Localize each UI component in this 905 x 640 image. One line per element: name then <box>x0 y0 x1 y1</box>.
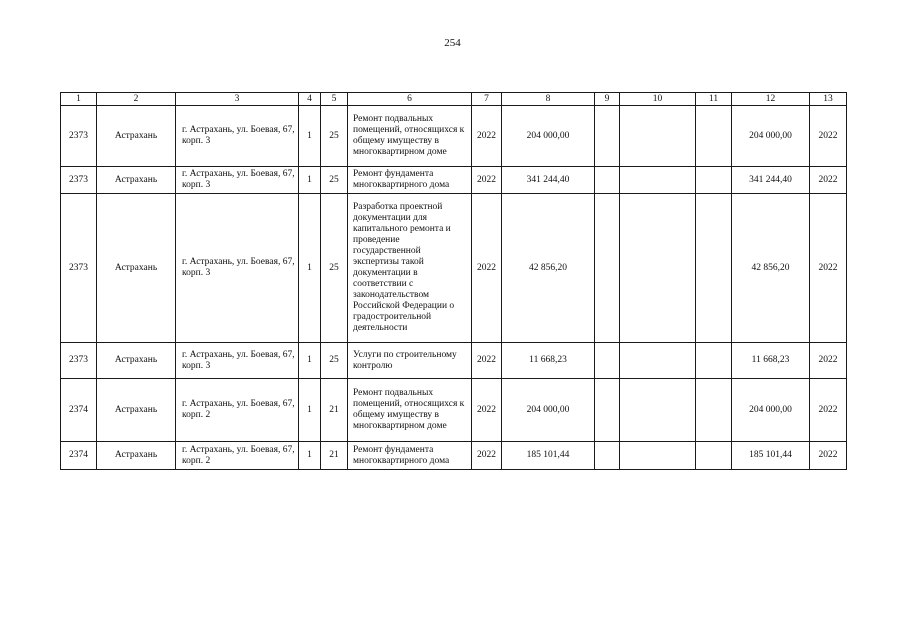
cell-col-4: 1 <box>299 343 321 379</box>
cell-work-type: Ремонт подвальных помещений, относящихся к общему имуществу в многоквартирном доме <box>348 379 472 442</box>
table-row <box>61 167 847 194</box>
cell-registry-number: 2373 <box>61 194 97 343</box>
header-cell-col-12: 12 <box>732 93 810 106</box>
header-cell-col-4: 4 <box>299 93 321 106</box>
cell-address: г. Астрахань, ул. Боевая, 67, корп. 3 <box>176 167 299 194</box>
cell-year: 2022 <box>472 194 502 343</box>
cell-completion-year: 2022 <box>810 106 847 167</box>
cell-address: г. Астрахань, ул. Боевая, 67, корп. 2 <box>176 442 299 470</box>
cell-registry-number: 2373 <box>61 167 97 194</box>
cell-work-type: Услуги по строительному контролю <box>348 343 472 379</box>
cell-col-10 <box>620 442 696 470</box>
cell-col-5: 25 <box>321 194 348 343</box>
cell-municipality: Астрахань <box>97 343 176 379</box>
cell-col-9 <box>595 442 620 470</box>
repair-registry-table <box>60 92 847 470</box>
cell-fund-cost: 204 000,00 <box>732 106 810 167</box>
cell-col-10 <box>620 167 696 194</box>
cell-fund-cost: 341 244,40 <box>732 167 810 194</box>
cell-col-4: 1 <box>299 194 321 343</box>
cell-completion-year: 2022 <box>810 379 847 442</box>
header-cell-col-7: 7 <box>472 93 502 106</box>
cell-work-type: Ремонт фундамента многоквартирного дома <box>348 167 472 194</box>
cell-year: 2022 <box>472 442 502 470</box>
header-cell-col-8: 8 <box>502 93 595 106</box>
cell-address: г. Астрахань, ул. Боевая, 67, корп. 3 <box>176 194 299 343</box>
cell-municipality: Астрахань <box>97 194 176 343</box>
cell-col-5: 21 <box>321 379 348 442</box>
cell-registry-number: 2374 <box>61 379 97 442</box>
cell-col-11 <box>696 442 732 470</box>
cell-work-type: Ремонт подвальных помещений, относящихся к общему имуществу в многоквартирном доме <box>348 106 472 167</box>
cell-total-cost: 185 101,44 <box>502 442 595 470</box>
cell-total-cost: 11 668,23 <box>502 343 595 379</box>
cell-col-9 <box>595 379 620 442</box>
header-cell-col-13: 13 <box>810 93 847 106</box>
table-row <box>61 106 847 167</box>
cell-year: 2022 <box>472 106 502 167</box>
cell-col-5: 25 <box>321 106 348 167</box>
cell-address: г. Астрахань, ул. Боевая, 67, корп. 3 <box>176 106 299 167</box>
cell-col-11 <box>696 167 732 194</box>
cell-col-4: 1 <box>299 106 321 167</box>
cell-completion-year: 2022 <box>810 194 847 343</box>
cell-col-10 <box>620 343 696 379</box>
cell-registry-number: 2373 <box>61 106 97 167</box>
table-row <box>61 379 847 442</box>
cell-total-cost: 341 244,40 <box>502 167 595 194</box>
cell-col-10 <box>620 194 696 343</box>
header-cell-col-10: 10 <box>620 93 696 106</box>
cell-col-4: 1 <box>299 167 321 194</box>
cell-fund-cost: 185 101,44 <box>732 442 810 470</box>
cell-col-4: 1 <box>299 379 321 442</box>
cell-col-11 <box>696 106 732 167</box>
header-cell-col-9: 9 <box>595 93 620 106</box>
table-row <box>61 343 847 379</box>
cell-col-9 <box>595 167 620 194</box>
cell-col-5: 25 <box>321 167 348 194</box>
cell-total-cost: 42 856,20 <box>502 194 595 343</box>
cell-address: г. Астрахань, ул. Боевая, 67, корп. 3 <box>176 343 299 379</box>
cell-col-9 <box>595 194 620 343</box>
cell-municipality: Астрахань <box>97 442 176 470</box>
cell-fund-cost: 42 856,20 <box>732 194 810 343</box>
header-cell-col-6: 6 <box>348 93 472 106</box>
cell-total-cost: 204 000,00 <box>502 106 595 167</box>
cell-col-9 <box>595 106 620 167</box>
cell-municipality: Астрахань <box>97 167 176 194</box>
cell-col-5: 21 <box>321 442 348 470</box>
cell-year: 2022 <box>472 343 502 379</box>
table-row <box>61 442 847 470</box>
table-row <box>61 194 847 343</box>
cell-year: 2022 <box>472 167 502 194</box>
header-cell-col-5: 5 <box>321 93 348 106</box>
cell-fund-cost: 204 000,00 <box>732 379 810 442</box>
cell-total-cost: 204 000,00 <box>502 379 595 442</box>
header-row <box>61 93 847 106</box>
cell-municipality: Астрахань <box>97 106 176 167</box>
cell-col-9 <box>595 343 620 379</box>
cell-completion-year: 2022 <box>810 442 847 470</box>
cell-year: 2022 <box>472 379 502 442</box>
cell-col-10 <box>620 106 696 167</box>
page-number: 254 <box>444 37 461 49</box>
cell-registry-number: 2374 <box>61 442 97 470</box>
cell-completion-year: 2022 <box>810 167 847 194</box>
header-cell-col-11: 11 <box>696 93 732 106</box>
cell-col-10 <box>620 379 696 442</box>
cell-completion-year: 2022 <box>810 343 847 379</box>
cell-col-5: 25 <box>321 343 348 379</box>
cell-work-type: Ремонт фундамента многоквартирного дома <box>348 442 472 470</box>
cell-col-11 <box>696 194 732 343</box>
cell-work-type: Разработка проектной документации для капитального ремонта и проведение государственной экспертизы такой документации в соответствии с законодательством Российской Федерации о градостроительной деятельности <box>348 194 472 343</box>
cell-fund-cost: 11 668,23 <box>732 343 810 379</box>
cell-col-11 <box>696 379 732 442</box>
header-cell-col-3: 3 <box>176 93 299 106</box>
cell-col-4: 1 <box>299 442 321 470</box>
cell-col-11 <box>696 343 732 379</box>
cell-address: г. Астрахань, ул. Боевая, 67, корп. 2 <box>176 379 299 442</box>
header-cell-col-1: 1 <box>61 93 97 106</box>
cell-registry-number: 2373 <box>61 343 97 379</box>
header-cell-col-2: 2 <box>97 93 176 106</box>
cell-municipality: Астрахань <box>97 379 176 442</box>
